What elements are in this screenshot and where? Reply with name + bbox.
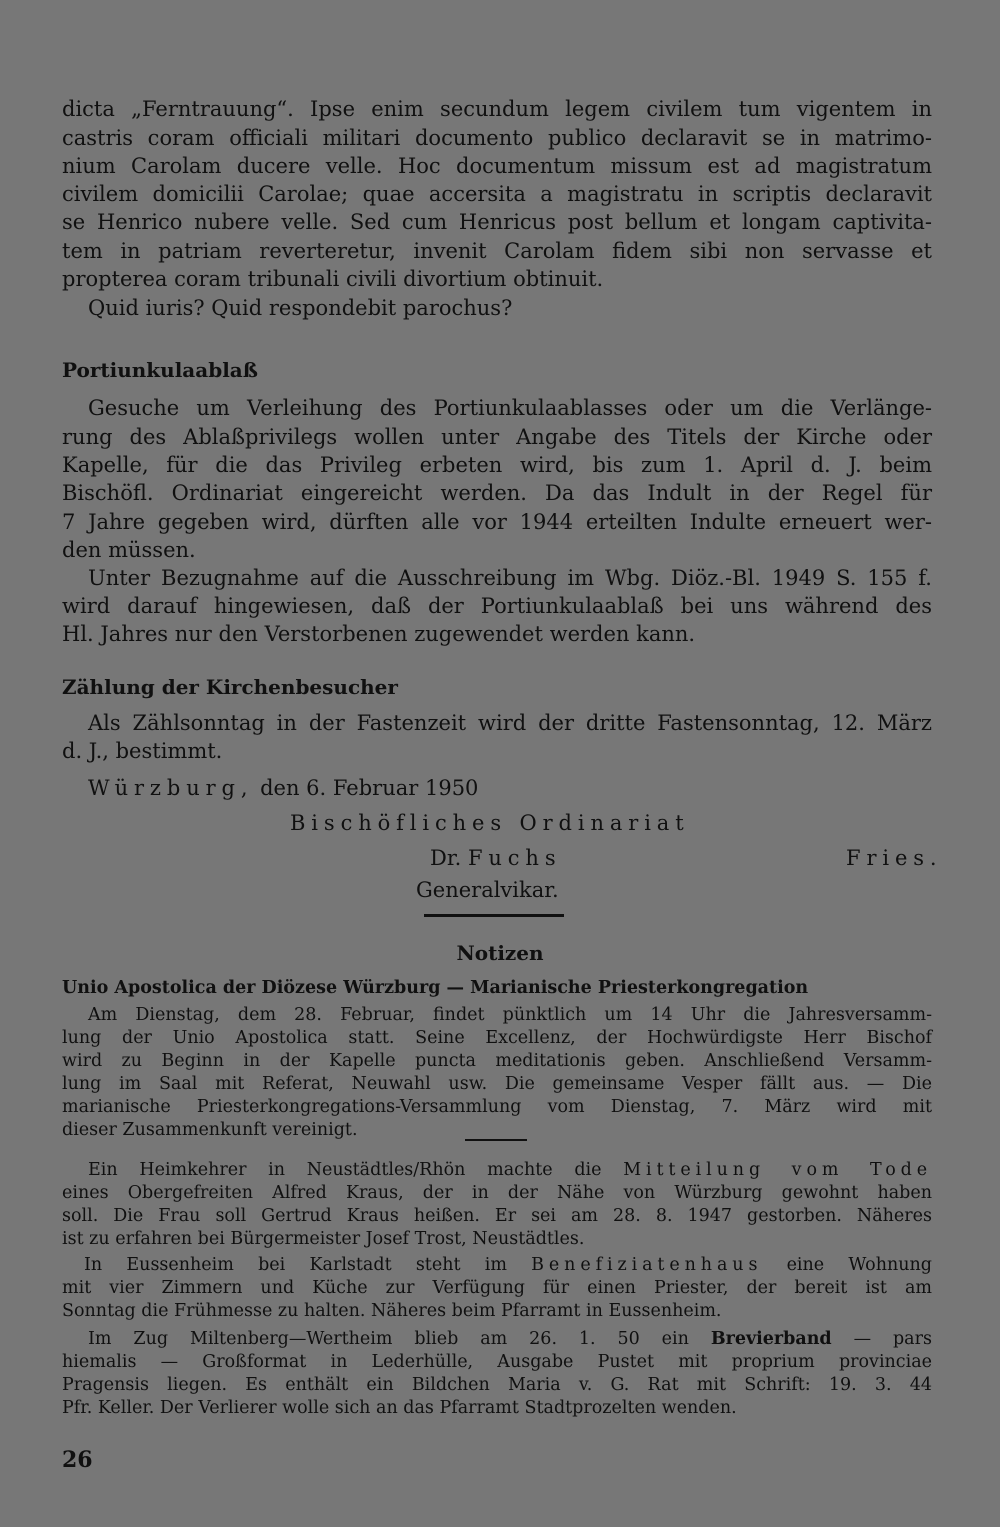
section-heading-zaehlung: Zählung der Kirchenbesucher <box>62 675 398 699</box>
text-line: mit vier Zimmern und Küche zur Verfügung für einen Priester, der bereit ist am <box>62 1278 932 1298</box>
heimkehrer-intro: Ein Heimkehrer in Neustädtles/Rhön machte die <box>88 1160 602 1180</box>
text-line: Am Dienstag, dem 28. Februar, findet pünktlich um 14 Uhr die Jahresversamm- <box>88 1005 932 1025</box>
text-line: marianische Priesterkongregations-Versammlung vom Dienstag, 7. März wird mit <box>62 1097 932 1117</box>
text-line: soll. Die Frau soll Gertrud Kraus heißen. Er sei am 28. 8. 1947 gestorben. Näheres <box>62 1206 932 1226</box>
signer-name: Fuchs <box>467 846 562 870</box>
text-line: 7 Jahre gegeben wird, dürften alle vor 1944 erteilten Indulte erneuert wer- <box>62 510 932 534</box>
eussenheim-spaced: Benefiziatenhaus <box>531 1255 763 1275</box>
signature-place: Würzburg, <box>88 776 254 800</box>
page-number: 26 <box>62 1447 93 1473</box>
text-line: d. J., bestimmt. <box>62 739 223 763</box>
text-line: se Henrico nubere velle. Sed cum Henricus post bellum et longam captivita- <box>62 210 932 234</box>
section-divider <box>424 914 564 917</box>
eussenheim-after: eine Wohnung <box>786 1255 933 1275</box>
brevier-after: — pars <box>853 1329 932 1349</box>
text-line: propterea coram tribunali civili divortium obtinuit. <box>62 267 604 291</box>
signature-date: den 6. Februar 1950 <box>260 776 479 800</box>
text-line: civilem domicilii Carolae; quae accersita a magistratu in scriptis declaravit <box>62 182 932 206</box>
signer-title: Dr. <box>430 846 462 870</box>
text-line: rung des Ablaßprivilegs wollen unter Angabe des Titels der Kirche oder <box>62 425 932 449</box>
text-line: Unter Bezugnahme auf die Ausschreibung im Wbg. Diöz.-Bl. 1949 S. 155 f. <box>88 566 932 590</box>
text-line: wird zu Beginn in der Kapelle puncta meditationis geben. Anschließend Versamm- <box>62 1051 932 1071</box>
text-line: Gesuche um Verleihung des Portiunkulaablasses oder um die Verlänge- <box>88 396 932 420</box>
signature-office: Bischöfliches Ordinariat <box>290 811 690 835</box>
text-line: hiemalis — Großformat in Lederhülle, Ausgabe Pustet mit proprium provinciae <box>62 1352 932 1372</box>
text-line: Pragensis liegen. Es enthält ein Bildchen Maria v. G. Rat mit Schrift: 19. 3. 44 <box>62 1375 932 1395</box>
section-heading-notizen: Notizen <box>456 941 544 965</box>
text-line: ist zu erfahren bei Bürgermeister Josef Trost, Neustädtles. <box>62 1229 585 1249</box>
text-line: Hl. Jahres nur den Verstorbenen zugewendet werden kann. <box>62 622 696 646</box>
text-line: Als Zählsonntag in der Fastenzeit wird der dritte Fastensonntag, 12. März <box>88 711 932 735</box>
text-line: wird darauf hingewiesen, daß der Portiunkulaablaß bei uns während des <box>62 594 932 618</box>
text-line: Bischöfl. Ordinariat eingereicht werden. Da das Indult in der Regel für <box>62 481 932 505</box>
text-line: Kapelle, für die das Privileg erbeten wird, bis zum 1. April d. J. beim <box>62 453 932 477</box>
signature-dateline <box>88 778 932 799</box>
text-line: dicta „Ferntrauung“. Ipse enim secundum legem civilem tum vigentem in <box>62 97 932 121</box>
text-line: Sonntag die Frühmesse zu halten. Näheres beim Pfarramt in Eussenheim. <box>62 1301 722 1321</box>
text-line: den müssen. <box>62 538 196 562</box>
text-line: castris coram officiali militari documento publico declaravit se in matrimo- <box>62 126 932 150</box>
brevier-bold: Brevierband <box>710 1329 832 1349</box>
text-line: lung im Saal mit Referat, Neuwahl usw. Die gemeinsame Vesper fällt aus. — Die <box>62 1074 932 1094</box>
text-line: dieser Zusammenkunft vereinigt. <box>62 1120 358 1140</box>
text-line <box>84 1257 932 1275</box>
heimkehrer-spaced: Mitteilung vom Tode <box>623 1160 932 1180</box>
brevier-intro: Im Zug Miltenberg—Wertheim blieb am 26. 1. 50 ein <box>88 1329 689 1349</box>
signature-other: Fries. <box>846 846 943 870</box>
text-line <box>88 1331 932 1349</box>
text-line: Quid iuris? Quid respondebit parochus? <box>88 296 513 320</box>
notice-divider <box>465 1139 527 1141</box>
notice-subheading: Unio Apostolica der Diözese Würzburg — Marianische Priesterkongregation <box>62 978 809 998</box>
text-line: tem in patriam reverteretur, invenit Carolam fidem sibi non servasse et <box>62 239 932 263</box>
text-line: Pfr. Keller. Der Verlierer wolle sich an das Pfarramt Stadtprozelten wenden. <box>62 1398 737 1418</box>
section-heading-portiunkula: Portiunkulaablaß <box>62 358 258 382</box>
text-line <box>88 1162 932 1180</box>
text-line: lung der Unio Apostolica statt. Seine Excellenz, der Hochwürdigste Herr Bischof <box>62 1028 932 1048</box>
text-line: eines Obergefreiten Alfred Kraus, der in der Nähe von Würzburg gewohnt haben <box>62 1183 932 1203</box>
signer-role: Generalvikar. <box>416 878 559 902</box>
eussenheim-intro: In Eussenheim bei Karlstadt steht im <box>84 1255 507 1275</box>
text-line: nium Carolam ducere velle. Hoc documentum missum est ad magistratum <box>62 154 932 178</box>
